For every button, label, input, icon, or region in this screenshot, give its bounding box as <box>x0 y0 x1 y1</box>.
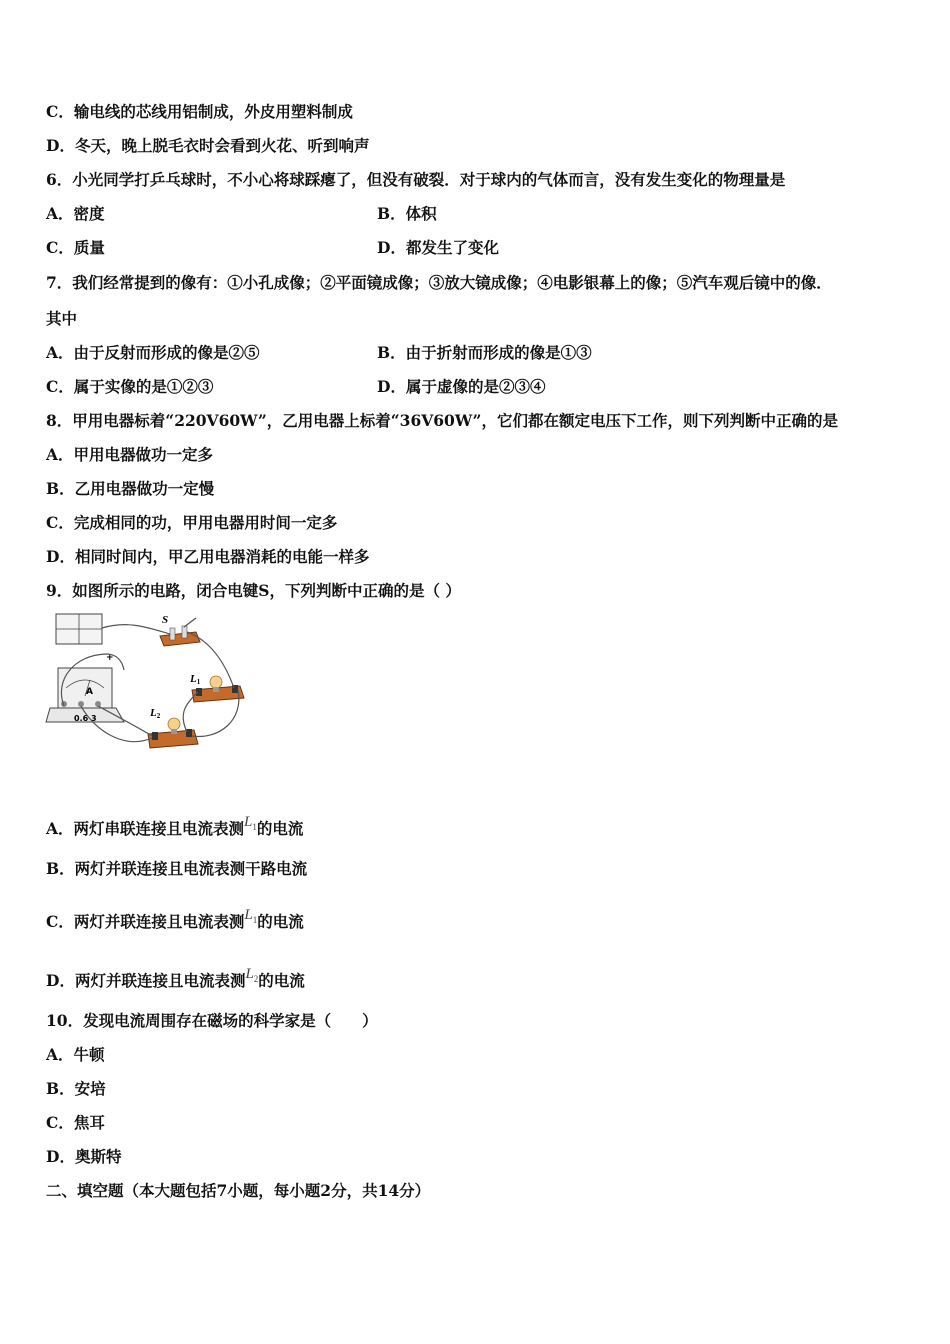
q6-option-a: A．密度 <box>46 204 105 223</box>
q9-option-d <box>46 964 305 991</box>
symbol-l2: $L_2$ <box>245 966 259 984</box>
q9d-text: D．两灯并联连接且电流表测 <box>46 971 246 990</box>
q9d-text-end: 的电流 <box>258 971 305 990</box>
q9-option-c <box>46 905 304 932</box>
switch-label: S <box>162 614 169 626</box>
question-7: 7．我们经常提到的像有：①小孔成像；②平面镜成像；③放大镜成像；④电影银幕上的像；⑤汽车观后镜中的像． <box>46 273 832 292</box>
q7-option-b: B．由于折射而形成的像是①③ <box>377 343 592 362</box>
q9-option-b: B．两灯并联连接且电流表测干路电流 <box>46 859 308 878</box>
lamp2-label: L2 <box>150 707 161 720</box>
q7-option-d: D．属于虚像的是②③④ <box>377 377 546 396</box>
option-line: C．输电线的芯线用铝制成，外皮用塑料制成 <box>46 102 353 121</box>
terminal-labels: 0.6 3 <box>74 714 97 723</box>
q7-option-c: C．属于实像的是①②③ <box>46 377 214 396</box>
q10-option-b: B．安培 <box>46 1079 106 1098</box>
q8-option-c: C．完成相同的功，甲用电器用时间一定多 <box>46 513 338 532</box>
q8-option-a: A．甲用电器做功一定多 <box>46 445 214 464</box>
plus-label: + <box>106 653 114 663</box>
switch <box>160 614 200 646</box>
q9a-text: A．两灯串联连接且电流表测 <box>46 819 245 838</box>
q8-option-b: B．乙用电器做功一定慢 <box>46 479 215 498</box>
q6-option-d: D．都发生了变化 <box>377 238 499 257</box>
question-7-cont: 其中 <box>46 309 78 328</box>
symbol-l1: $L_1$ <box>244 814 257 832</box>
q6-option-c: C．质量 <box>46 238 105 257</box>
question-8: 8．甲用电器标着“220V60W”，乙用电器上标着“36V60W”，它们都在额定电压下工作，则下列判断中正确的是 <box>46 411 838 430</box>
q10-option-c: C．焦耳 <box>46 1113 105 1132</box>
lamp-2 <box>148 707 198 748</box>
lamp1-label: L1 <box>190 673 201 686</box>
circuit-diagram <box>44 610 254 760</box>
q9a-text-end: 的电流 <box>256 819 304 838</box>
q9c-text: C．两灯并联连接且电流表测 <box>46 912 245 931</box>
meter-letter: A <box>86 687 93 697</box>
q8-option-d: D．相同时间内，甲乙用电器消耗的电能一样多 <box>46 547 370 566</box>
symbol-l1: $L_1$ <box>244 907 258 925</box>
q9-option-a <box>46 812 303 839</box>
q6-option-b: B．体积 <box>377 204 437 223</box>
ammeter <box>46 614 124 723</box>
q10-option-a: A．牛顿 <box>46 1045 105 1064</box>
q10-option-d: D．奥斯特 <box>46 1147 122 1166</box>
option-line: D．冬天，晚上脱毛衣时会看到火花、听到响声 <box>46 136 370 155</box>
q7-option-a: A．由于反射而形成的像是②⑤ <box>46 343 260 362</box>
question-6: 6．小光同学打乒乓球时，不小心将球踩瘪了，但没有破裂．对于球内的气体而言，没有发生变化的物理量是 <box>46 170 786 189</box>
question-10: 10．发现电流周围存在磁场的科学家是（ ） <box>46 1011 378 1030</box>
question-9: 9．如图所示的电路，闭合电键S，下列判断中正确的是（ ） <box>46 581 461 600</box>
q9c-text-end: 的电流 <box>257 912 304 931</box>
section-2-heading: 二、填空题（本大题包括7小题，每小题2分，共14分） <box>46 1181 431 1200</box>
lamp-1 <box>189 673 244 702</box>
